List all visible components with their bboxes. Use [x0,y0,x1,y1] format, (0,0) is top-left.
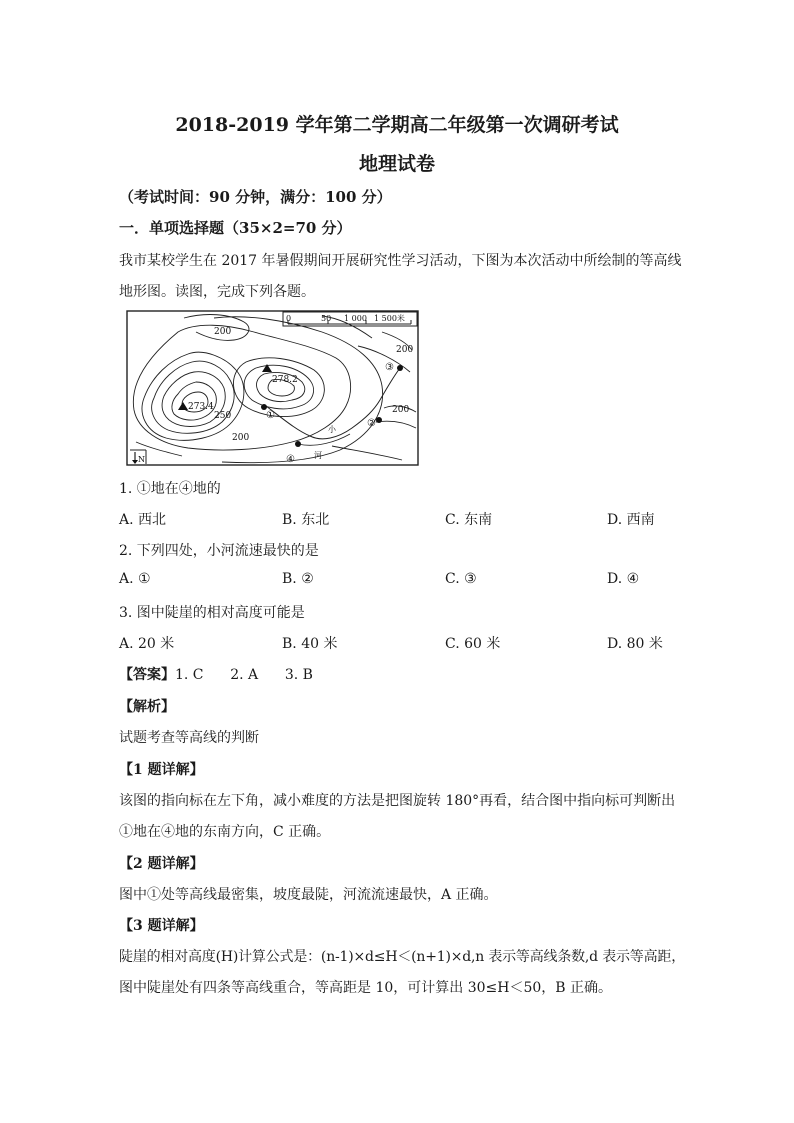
intro-line-1: 我市某校学生在 2017 年暑假期间开展研究性学习活动，下图为本次活动中所绘制的等高线 [119,253,682,269]
section-heading: 一．单项选择题（35×2=70 分） [119,219,352,237]
question-1-option-a: A. 西北 [119,512,167,528]
point-2-label: ② [367,418,376,429]
question-1-option-c: C. 东南 [445,512,493,528]
question-3-option-b: B. 40 米 [282,636,338,652]
peak-273-label: 273.4 [188,402,214,412]
contour-map [126,310,419,466]
q1-detail-line-2: ①地在④地的东南方向，C 正确。 [119,824,331,840]
contour-label-200-b: 200 [396,345,414,355]
scale-bar [283,312,417,326]
question-2-option-b: B. ② [282,571,314,587]
subject-title: 地理试卷 [358,153,435,175]
q3-detail-line-1: 陡崖的相对高度(H)计算公式是：(n-1)×d≤H＜(n+1)×d,n 表示等高线条数,d 表示等高距， [119,949,685,965]
question-3-option-d: D. 80 米 [607,636,663,652]
scale-label-2: 1 000 [344,314,367,323]
scale-label-0: 0 [286,314,292,323]
q1-detail-line-1: 该图的指向标在左下角，减小难度的方法是把图旋转 180°再看，结合图中指向标可判断出 [119,793,676,809]
contour-label-200-d: 200 [232,433,250,443]
q3-detail-line-2: 图中陡崖处有四条等高线重合，等高距是 10，可计算出 30≤H＜50，B 正确。 [119,980,613,996]
river-label-1: 小 [328,425,336,434]
answer-values: 1. C 2. A 3. B [175,667,313,683]
point-3-label: ③ [385,362,394,373]
contour-label-250: 250 [214,411,232,421]
q2-detail-tag: 【2 题详解】 [119,856,204,872]
question-2-option-d: D. ④ [607,571,640,587]
intro-line-2: 地形图。读图，完成下列各题。 [119,284,315,300]
contour-label-200-c: 200 [392,405,410,415]
river-label-2: 河 [314,451,322,460]
question-2-stem: 2. 下列四处，小河流速最快的是 [119,543,319,559]
question-1-option-d: D. 西南 [607,512,655,528]
question-3-option-a: A. 20 米 [119,636,175,652]
answer-row [119,664,313,684]
contour-label-200-a: 200 [214,327,232,337]
exam-title: 2018-2019 学年第二学期高二年级第一次调研考试 [175,114,619,136]
scale-label-3: 1 500米 [374,314,405,323]
exam-info: （考试时间：90 分钟，满分：100 分） [119,188,392,206]
question-2-option-a: A. ① [119,571,151,587]
scale-label-1: 50 [321,314,332,323]
q2-detail-line-1: 图中①处等高线最密集，坡度最陡，河流流速最快，A 正确。 [119,887,498,903]
question-1-stem: 1. ①地在④地的 [119,481,221,497]
question-3-stem: 3. 图中陡崖的相对高度可能是 [119,605,305,621]
answer-tag: 【答案】 [119,667,175,683]
q1-detail-tag: 【1 题详解】 [119,762,204,778]
analysis-tag: 【解析】 [119,699,175,715]
question-3-option-c: C. 60 米 [445,636,501,652]
point-4-label: ④ [286,454,295,465]
point-1-label: ① [266,410,275,421]
peak-278-label: 278.2 [272,375,298,385]
question-2-option-c: C. ③ [445,571,477,587]
north-label: N [138,455,145,464]
question-1-option-b: B. 东北 [282,512,330,528]
q3-detail-tag: 【3 题详解】 [119,918,204,934]
analysis-intro: 试题考查等高线的判断 [119,730,259,746]
